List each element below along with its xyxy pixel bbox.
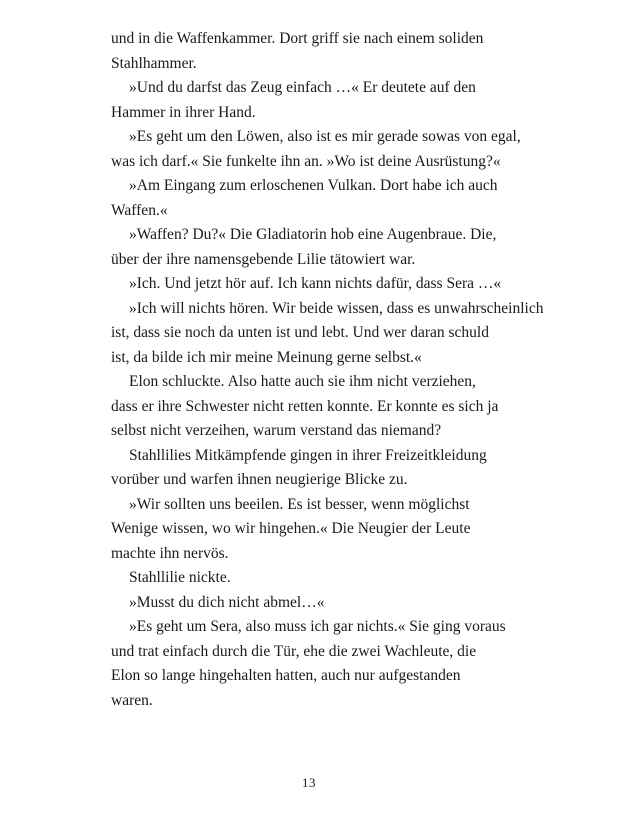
text-line: »Waffen? Du?« Die Gladiatorin hob eine Augenbraue. Die,: [129, 226, 497, 243]
text-line: ist, da bilde ich mir meine Meinung gerne selbst.«: [111, 348, 422, 366]
text-line: »Am Eingang zum erloschenen Vulkan. Dort habe ich auch: [129, 177, 498, 194]
page-body-text: [111, 27, 556, 713]
text-line: Waffen.«: [111, 201, 168, 219]
text-line: was ich darf.« Sie funkelte ihn an. »Wo ist deine Ausrüstung?«: [111, 152, 501, 170]
text-line: machte ihn nervös.: [111, 544, 229, 562]
text-line: Wenige wissen, wo wir hingehen.« Die Neugier der Leute: [111, 520, 471, 537]
text-line: »Wir sollten uns beeilen. Es ist besser, wenn möglichst: [129, 495, 470, 513]
text-line: und in die Waffenkammer. Dort griff sie nach einem soliden: [111, 30, 484, 47]
text-line: Stahlhammer.: [111, 54, 197, 72]
text-line: »Es geht um Sera, also muss ich gar nichts.« Sie ging voraus: [129, 618, 506, 635]
page-number: 13: [302, 775, 316, 790]
text-line: Hammer in ihrer Hand.: [111, 103, 256, 121]
text-line: dass er ihre Schwester nicht retten konnte. Er konnte es sich ja: [111, 397, 499, 415]
text-line: und trat einfach durch die Tür, ehe die zwei Wachleute, die: [111, 642, 477, 660]
text-line: Elon schluckte. Also hatte auch sie ihm nicht verziehen,: [129, 373, 476, 390]
text-line: selbst nicht verzeihen, warum verstand das niemand?: [111, 422, 442, 439]
text-line: vorüber und warfen ihnen neugierige Blicke zu.: [111, 471, 408, 488]
text-line: Stahllilie nickte.: [129, 569, 231, 586]
text-line: ist, dass sie noch da unten ist und lebt. Und wer daran schuld: [111, 324, 489, 341]
text-line: »Es geht um den Löwen, also ist es mir gerade sowas von egal,: [129, 128, 521, 145]
text-line: »Ich. Und jetzt hör auf. Ich kann nichts dafür, dass Sera …«: [129, 275, 502, 292]
text-line: »Und du darfst das Zeug einfach …« Er deutete auf den: [129, 79, 476, 96]
text-line: waren.: [111, 691, 153, 709]
text-line: »Ich will nichts hören. Wir beide wissen, dass es unwahrscheinlich: [129, 299, 544, 317]
text-line: »Musst du dich nicht abmel…«: [129, 593, 325, 611]
text-line: über der ihre namensgebende Lilie tätowiert war.: [111, 250, 416, 268]
text-line: Elon so lange hingehalten hatten, auch nur aufgestanden: [111, 667, 461, 684]
text-line: Stahllilies Mitkämpfende gingen in ihrer Freizeitkleidung: [129, 446, 487, 464]
